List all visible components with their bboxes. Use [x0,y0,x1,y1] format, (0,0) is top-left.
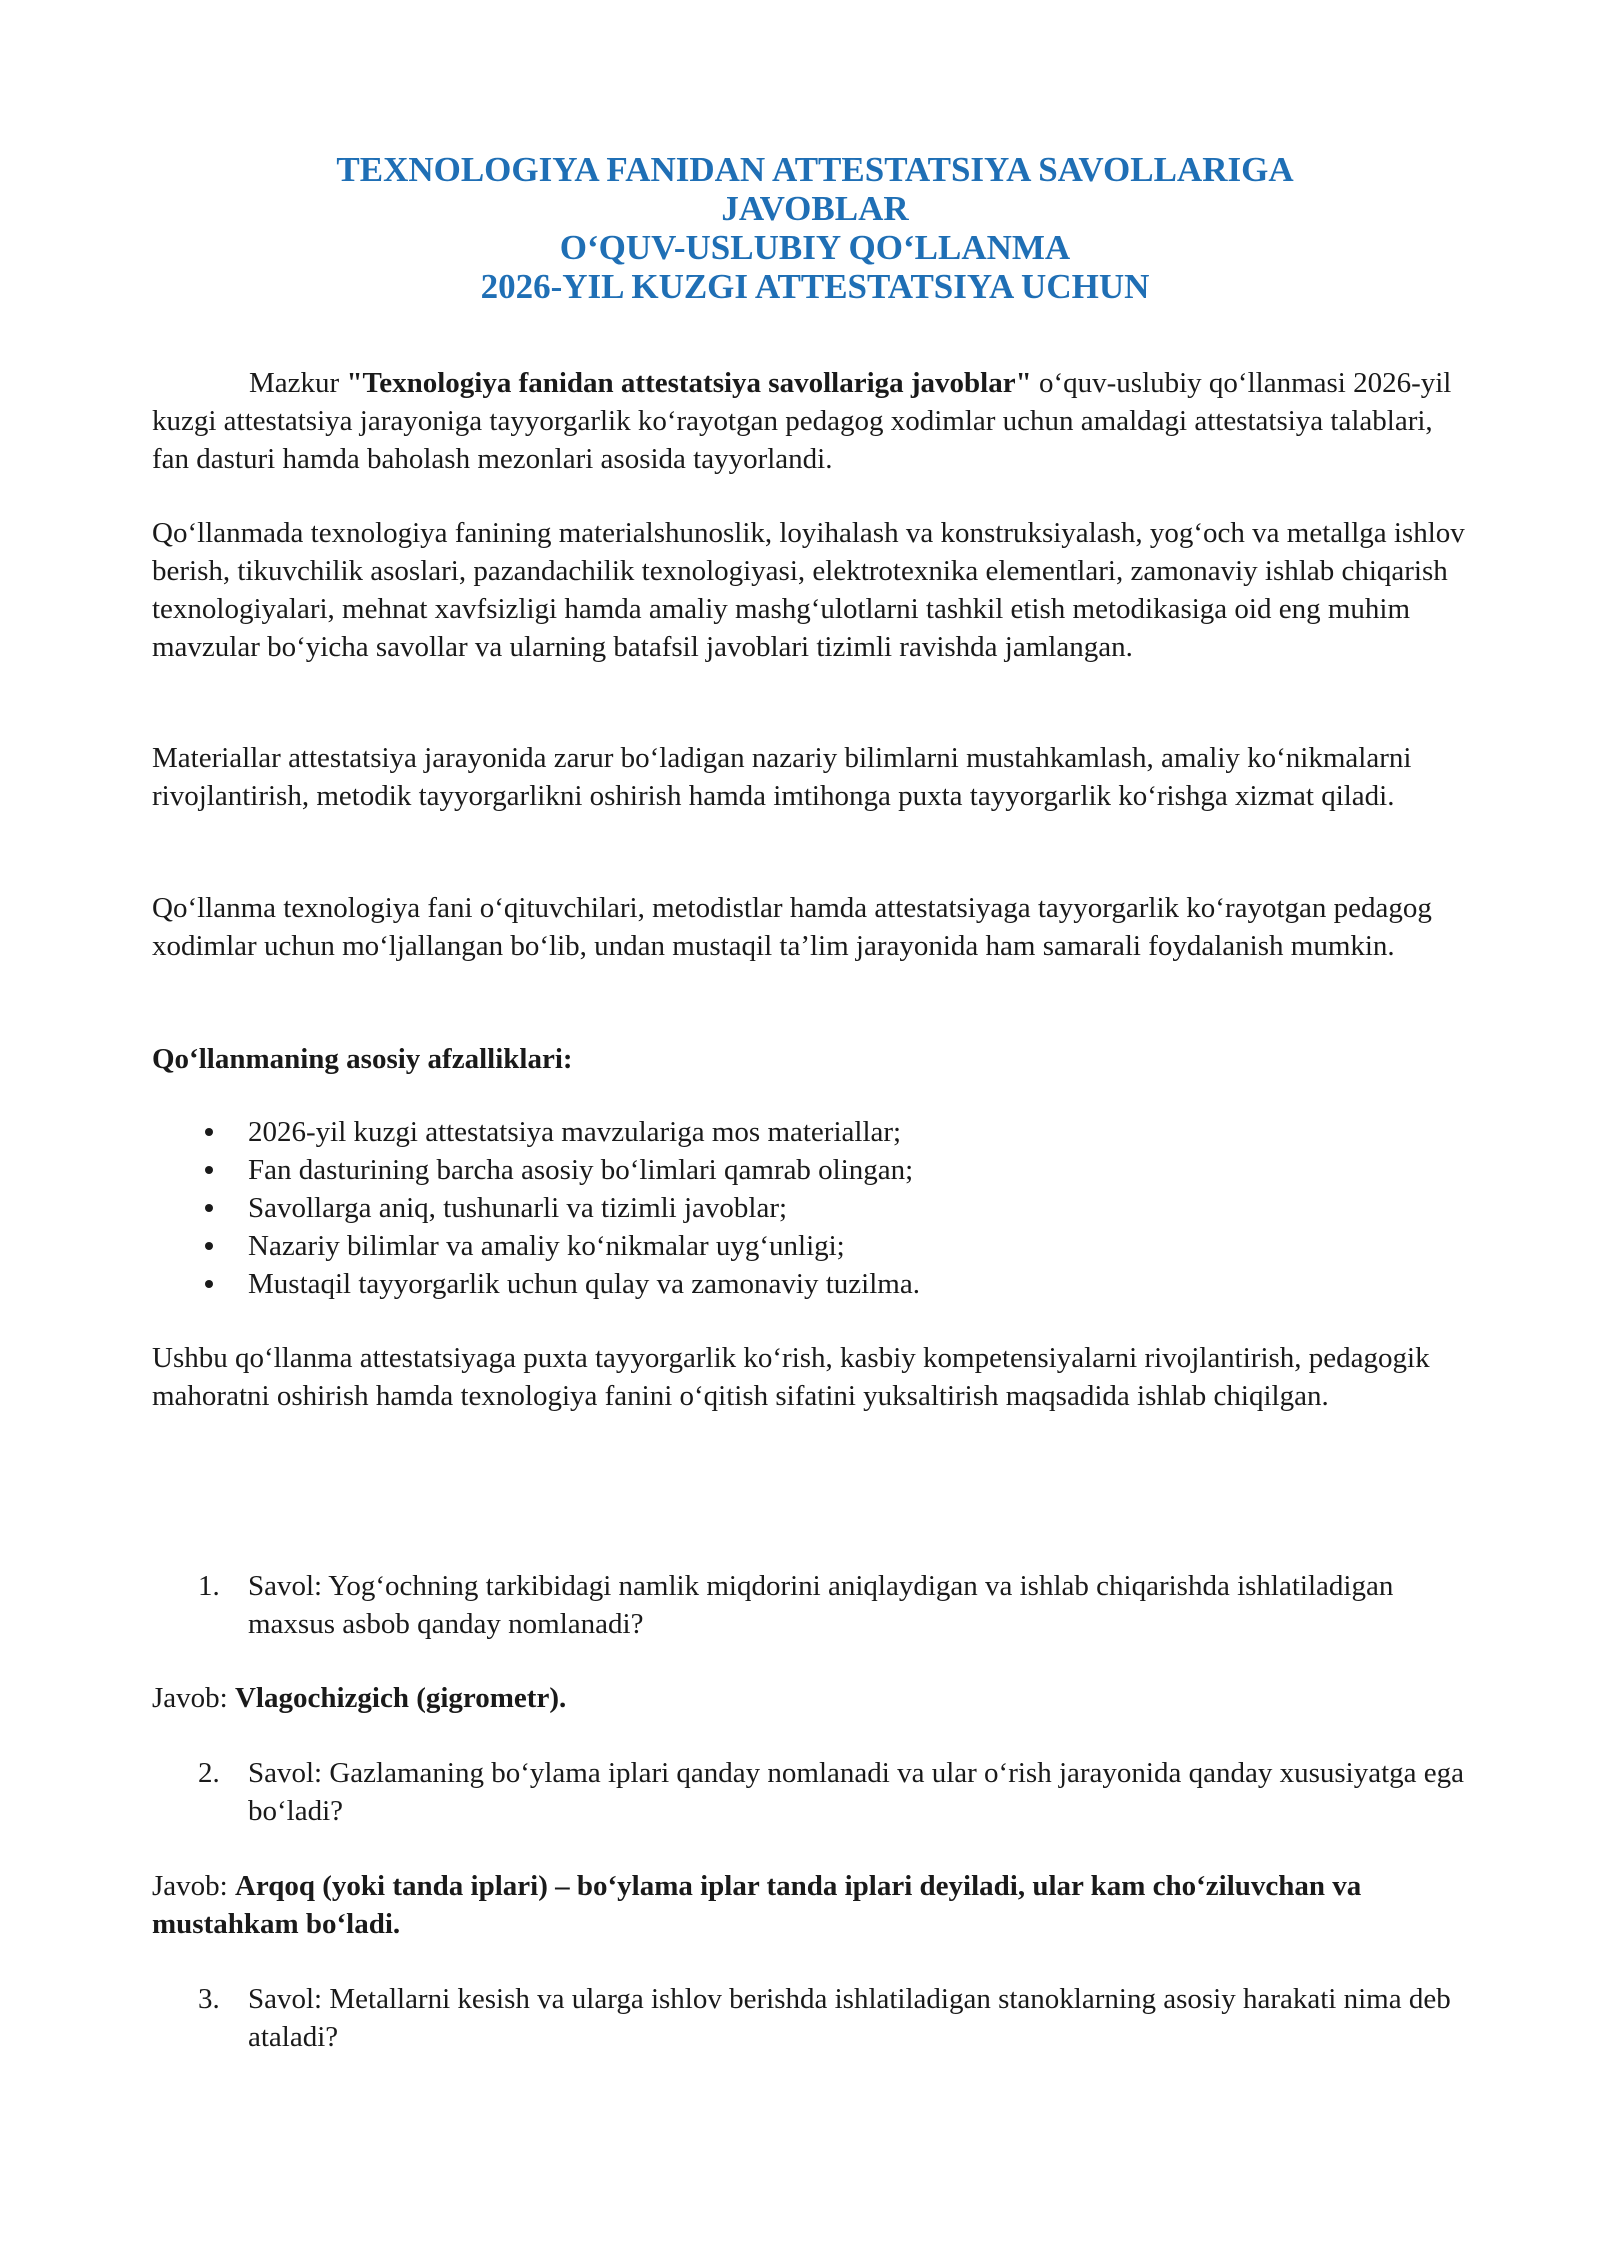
question-text: Savol: Gazlamaning bo‘ylama iplari qanday nomlanadi va ular o‘rish jarayonida qanday xususiyatga ega bo‘ladi? [248,1757,1465,1827]
list-item [152,1189,1452,1227]
question-2 [152,1754,1470,1830]
title-line-2: JAVOBLAR [721,189,909,228]
answer-label: Javob: [152,1870,235,1902]
answer-text: Vlagochizgich (gigrometr). [234,1682,567,1714]
list-item-text: Nazariy bilimlar va amaliy ko‘nikmalar uyg‘unligi; [248,1230,845,1262]
question-3 [152,1980,1470,2056]
list-item-text: 2026-yil kuzgi attestatsiya mavzulariga mos materiallar; [248,1116,902,1148]
title-line-3: O‘QUV-USLUBIY QO‘LLANMA [559,228,1071,267]
intro-lead: Mazkur [249,367,347,399]
bullet-icon [205,1128,213,1136]
paragraph-purpose: Materiallar attestatsiya jarayonida zarur bo‘ladigan nazariy bilimlarni mustahkamlash, amaliy ko‘nikmalarni rivojlantirish, metodik tayyorgarlikni oshirish hamda imtihonga puxta tayyorgarlik ko‘rishga xizmat qiladi. [152,742,1412,812]
question-number: 3. [198,1983,220,2015]
answer-2 [152,1867,1470,1943]
list-item-text: Mustaqil tayyorgarlik uchun qulay va zamonaviy tuzilma. [248,1268,920,1300]
bullet-icon [205,1280,213,1288]
question-text: Savol: Yog‘ochning tarkibidagi namlik miqdorini aniqlaydigan va ishlab chiqarishda ishlatiladigan maxsus asbob qanday nomlanadi? [248,1570,1394,1640]
answer-label: Javob: [152,1682,235,1714]
title-line-1: TEXNOLOGIYA FANIDAN ATTESTATSIYA SAVOLLARIGA [336,150,1294,189]
question-number: 1. [198,1570,220,1602]
advantages-list [152,1113,1452,1303]
title-line-4: 2026-YIL KUZGI ATTESTATSIYA UCHUN [480,267,1150,306]
bullet-icon [205,1242,213,1250]
list-item-text: Fan dasturining barcha asosiy bo‘limlari qamrab olingan; [248,1154,914,1186]
list-item-text: Savollarga aniq, tushunarli va tizimli javoblar; [248,1192,788,1224]
bullet-icon [205,1166,213,1174]
list-item [152,1227,1452,1265]
question-1 [152,1567,1470,1643]
paragraph-topics: Qo‘llanmada texnologiya fanining materialshunoslik, loyihalash va konstruksiyalash, yog‘och va metallga ishlov berish, tikuvchilik asoslari, pazandachilik texnologiyasi, elektrotexnika elementlari, zamonaviy ishlab chiqarish texnologiyalari, mehnat xavfsizligi hamda amaliy mashg‘ulotlarni tashkil etish metodikasiga oid eng muhim mavzular bo‘yicha savollar va ularning batafsil javoblari tizimli ravishda jamlangan. [152,517,1465,663]
question-text: Savol: Metallarni kesish va ularga ishlov berishda ishlatiladigan stanoklarning asosiy harakati nima deb ataladi? [248,1983,1451,2053]
advantages-heading: Qo‘llanmaning asosiy afzalliklari: [152,1043,573,1075]
paragraph-conclusion: Ushbu qo‘llanma attestatsiyaga puxta tayyorgarlik ko‘rish, kasbiy kompetensiyalarni rivojlantirish, pedagogik mahoratni oshirish hamda texnologiya fanini o‘qitish sifatini yuksaltirish maqsadida ishlab chiqilgan. [152,1342,1430,1412]
intro-bold-title: "Texnologiya fanidan attestatsiya savollariga javoblar" [346,367,1032,399]
document-title [150,150,1480,306]
list-item [152,1113,1452,1151]
question-number: 2. [198,1757,220,1789]
bullet-icon [205,1204,213,1212]
list-item [152,1151,1452,1189]
intro-paragraph [152,364,1470,478]
list-item [152,1265,1452,1303]
paragraph-audience: Qo‘llanma texnologiya fani o‘qituvchilari, metodistlar hamda attestatsiyaga tayyorgarlik ko‘rayotgan pedagog xodimlar uchun mo‘ljallangan bo‘lib, undan mustaqil ta’lim jarayonida ham samarali foydalanish mumkin. [152,892,1432,962]
answer-text: Arqoq (yoki tanda iplari) – bo‘ylama iplar tanda iplari deyiladi, ular kam cho‘ziluvchan va mustahkam bo‘ladi. [152,1870,1362,1940]
answer-1 [152,1679,1470,1717]
intro-rest: o‘quv-uslubiy qo‘llanmasi 2026-yil kuzgi attestatsiya jarayoniga tayyorgarlik ko‘rayotgan pedagog xodimlar uchun amaldagi attestatsiya talablari, fan dasturi hamda baholash mezonlari asosida tayyorlandi. [152,367,1452,475]
